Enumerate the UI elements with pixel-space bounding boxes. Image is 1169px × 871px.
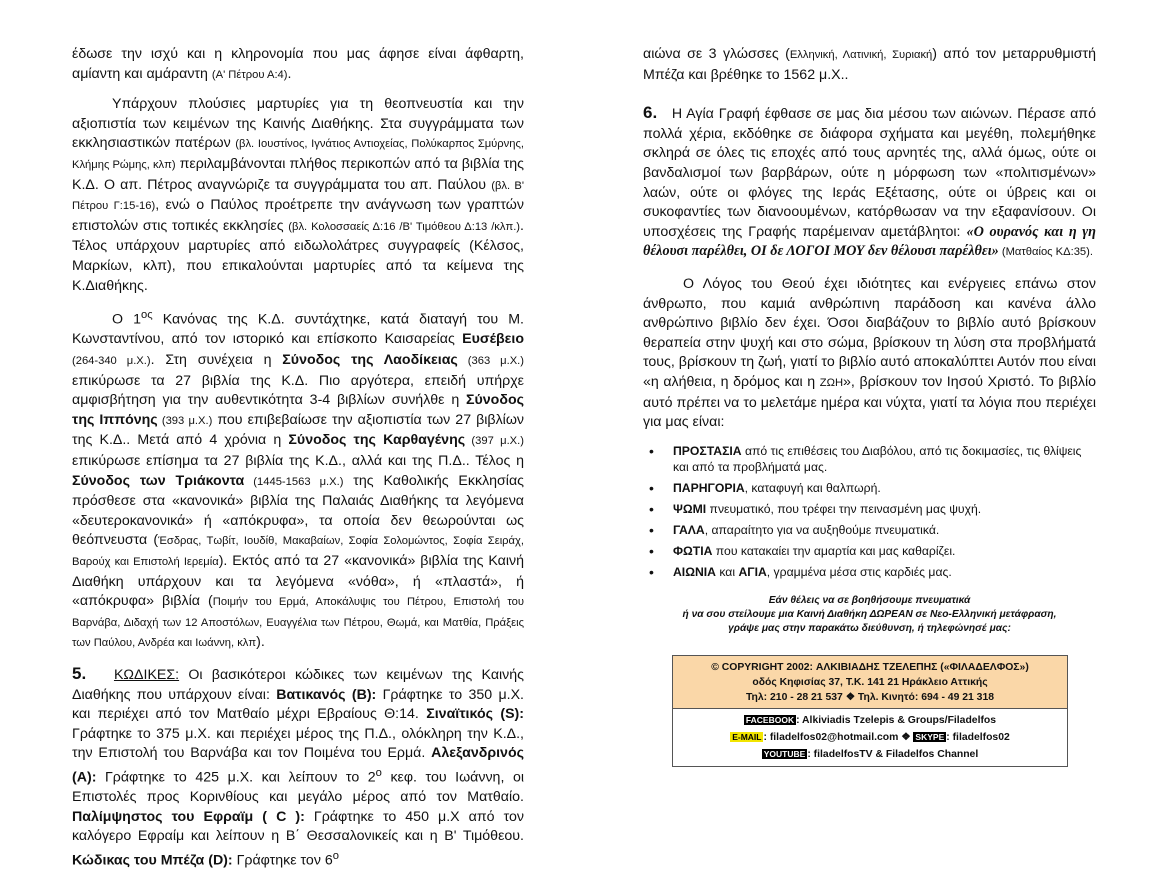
list-item: • ΓΑΛΑ, απαραίτητο για να αυξηθούμε πνευματικά. xyxy=(643,522,1096,538)
list-item: • ΨΩΜΙ πνευματικό, που τρέφει την πεινασμένη μας ψυχή. xyxy=(643,501,1096,517)
youtube-line[interactable]: YOUTUBE : filadelfosTV & Filadelfos Channel xyxy=(763,749,979,760)
properties-list xyxy=(643,443,1096,580)
facebook-tag: FACEBOOK xyxy=(745,715,795,725)
copyright-header xyxy=(673,656,1067,709)
contact-invitation: Εάν θέλεις να σε βοηθήσουμε πνευματικά ή να σου στείλουμε μια Καινή Διαθήκη ΔΩΡΕΑΝ σε Νεο-Ελληνική μετάφραση, γράψε μας στην παρακάτω διεύθυνση, ή τηλεφώνησέ μας: xyxy=(682,594,1057,634)
copyright-box xyxy=(672,655,1068,767)
paragraph-2: Υπάρχουν πλούσιες μαρτυρίες για τη θεοπνευστία και την αξιοπιστία των κειμένων της Καινής Διαθήκης. Στα συγγράμματα των εκκλησιαστικών πατέρων (βλ. Ιουστίνος, Ιγνάτιος Αντιοχείας, Πολύκαρπος Σμύρνης, Κλήμης Ρώμης, κλπ) περιλαμβάνονται πλήθος περικοπών από τα βιβλία της Κ.Δ. Ο απ. Πέτρος αναγνώριζε τα συγγράμματα του απ. Παύλου (βλ. Β' Πέτρου Γ:15-16), ενώ ο Παύλος προέτρεπε την ανάγνωση των γραπτών επιστολών στις τοπικές εκκλησίες (βλ. Κολοσσαείς Δ:16 /Β' Τιμόθεου Δ:13 /κλπ.). Τέλος υπάρχουν μαρτυρίες από ειδωλολάτρες συγγραφείς (Κέλσος, Μαρκίων, κλπ), που επικαλούνται μαρτυρίες από τα κείμενα της Κ.Διαθήκης. xyxy=(72,96,525,294)
section-6: 6. Η Αγία Γραφή έφθασε σε μας δια μέσου των αιώνων. Πέρασε από πολλά χέρια, εκδόθηκε σε διάφορα σχήματα και μεγέθη, πολεμήθηκε σκληρά σε όλες τις εποχές από τους αρνητές της, αλλά όμως, ούτε οι βανδαλισμοί των βαρβάρων, ούτε η μόρφωση των «πολιτισμένων» λαών, ούτε οι φλόγες της Ιεράς Εξέτασης, ούτε οι ύβρεις και οι συκοφαντίες των διανοουμένων, κατόρθωσαν να την εξαφανίσουν. Οι υποσχέσεις της Γραφής παρέμειναν αμετάβλητοι: «Ο ουρανός και η γη θέλουσι παρέλθει, ΟΙ δε ΛΟΓΟΙ ΜΟΥ δεν θέλουσι παρέλθει» (Ματθαίος ΚΔ:35). xyxy=(643,103,1096,260)
copyright-line: © COPYRIGHT 2002: ΑΛΚΙΒΙΑΔΗΣ ΤΖΕΛΕΠΗΣ («ΦΙΛΑΔΕΛΦΟΣ») xyxy=(711,662,1029,673)
list-item: • ΠΡΟΣΤΑΣΙΑ από τις επιθέσεις του Διαβόλου, από τις δοκιμασίες, τις θλίψεις και από τα προβλήματά μας. xyxy=(643,443,1096,475)
section-number: 6. xyxy=(643,103,658,123)
list-item: • ΑΙΩΝΙΑ και ΑΓΙΑ, γραμμένα μέσα στις καρδιές μας. xyxy=(643,564,1096,580)
email-skype-line[interactable]: E-MAIL : filadelfos02@hotmail.com ❖ SKYPE : filadelfos02 xyxy=(732,732,1010,743)
skype-tag: SKYPE xyxy=(915,732,945,742)
facebook-line[interactable]: FACEBOOK : Alkiviadis Tzelepis & Groups/Filadelfos xyxy=(745,715,997,726)
continued-paragraph: αιώνα σε 3 γλώσσες (Ελληνική, Λατινική, Συριακή) από τον μεταρρυθμιστή Μπέζα και βρέθηκε το 1562 μ.Χ.. xyxy=(643,46,1096,83)
section-number: 5. xyxy=(72,663,87,683)
paragraph-1: έδωσε την ισχύ και η κληρονομία που μας άφησε είναι άφθαρτη, αμίαντη και αμάραντη (Α' Πέτρου Α:4). xyxy=(72,46,524,82)
address-line: οδός Κηφισίας 37, Τ.Κ. 141 21 Ηράκλειο Αττικής xyxy=(752,677,988,688)
right-column xyxy=(643,45,1096,636)
social-links xyxy=(673,709,1067,766)
phone-line: Τηλ: 210 - 28 21 537 ❖ Τηλ. Κινητό: 694 - 49 21 318 xyxy=(745,692,995,703)
paragraph-3: Ο $1^{o\varsigma}$ Κανόνας της Κ.Δ. συντάχτηκε, κατά διαταγή του Μ. Κωνσταντίνου, από τον ιστορικό και επίσκοπο Καισαρείας Ευσέβειο (264-340 μ.Χ.). Στη συνέχεια η Σύνοδος της Λαοδίκειας (363 μ.Χ.) επικύρωσε τα 27 βιβλία της Κ.Δ. Πιο αργότερα, επειδή υπήρχε αμφισβήτηση για την αυθεντικότητα 3-4 βιβλίων συνήλθε η Σύνοδος της Ιππόνης (393 μ.Χ.) που επιβεβαίωσε την αξιοπιστία των 27 βιβλίων της Κ.Δ.. Μετά από 4 χρόνια η Σύνοδος της Καρθαγένης (397 μ.Χ.) επικύρωσε επίσημα τα 27 βιβλία της Κ.Δ., αλλά και της Π.Δ.. Τέλος η Σύνοδος των Τριάκοντα (1445-1563 μ.Χ.) της Καθολικής Εκκλησίας πρόσθεσε στα «κανονικά» βιβλία της Παλαιάς Διαθήκης τα λεγόμενα «δευτεροκανονικά» ή «απόκρυφα», τα οποία δεν θεωρούνται ως θεόπνευστα (Έσδρας, Τωβίτ, Ιουδίθ, Μακαβαίων, Σοφία Σολομώντος, Σοφία Σειράχ, Βαρούχ και Επιστολή Ιερεμία). Εκτός από τα 27 «κανονικά» βιβλία της Καινή Διαθήκη υπάρχουν και τα λεγόμενα «νόθα», ή «πλαστά», ή «απόκρυφα» βιβλία (Ποιμήν του Ερμά, Αποκάλυψις του Πέτρου, Επιστολή του Βαρνάβα, Διδαχή των 12 Αποστόλων, Ευαγγέλια των Πέτρου, Θωμά, και Ματθία, Πράξεις των Παύλου, Ανδρέα και Ιωάννη, κλπ). xyxy=(72,309,524,651)
scripture-quote: «Ο ουρανός και η γη θέλουσι παρέλθει, ΟΙ δε ΛΟΓΟΙ ΜΟΥ δεν θέλουσι παρέλθει» xyxy=(643,223,1096,260)
email-tag: E-MAIL xyxy=(732,732,762,742)
left-column xyxy=(72,45,524,871)
list-item: • ΠΑΡΗΓΟΡΙΑ, καταφυγή και θαλπωρή. xyxy=(643,480,1096,496)
list-item: • ΦΩΤΙΑ που κατακαίει την αμαρτία και μας καθαρίζει. xyxy=(643,543,1096,559)
section-title: ΚΩΔΙΚΕΣ: xyxy=(113,666,180,683)
section-5-codices: 5. ΚΩΔΙΚΕΣ: Οι βασικότεροι κώδικες των κειμένων της Καινής Διαθήκης που υπάρχουν είναι: Βατικανός (B): Γράφτηκε το 350 μ.Χ. και περιέχει από τον Ματθαίο μέχρι Εβραίους Θ:14. Σιναϊτικός (S): Γράφτηκε το 375 μ.Χ. και περιέχει μέρος της Π.Δ., ολόκληρη την Κ.Δ., την Επιστολή του Βαρνάβα και τον Ποιμένα του Ερμά. Αλεξανδρινός (A): Γράφτηκε το 425 μ.Χ. και λείπουν το $2^o$ κεφ. του Ιωάννη, οι Επιστολές προς Κορινθίους και μεγάλο μέρος από τον Ματθαίο. Παλίμψηστος του Εφραϊμ ( C ): Γράφτηκε το 450 μ.Χ από τον καλόγερο Εφραίμ και λείπουν η Β΄ Θεσσαλονικείς και η Β' Τιμόθεου. Κώδικας του Μπέζα (D): Γράφτηκε τον $6^o$ xyxy=(72,663,524,869)
youtube-tag: YOUTUBE xyxy=(763,749,806,759)
paragraph-logos: Ο Λόγος του Θεού έχει ιδιότητες και ενέργειες επάνω στον άνθρωπο, που καμιά ανθρώπινη παράδοση και κανένα άλλο ανθρώπινο βιβλίο δεν έχει. Όσοι διαβάζουν το βιβλίο αυτό βρίσκουν θεραπεία στην ψυχή και στο σώμα, βρίσκουν τη λύση στα προβλήματά τους, βρίσκουν τη ζωή, γιατί το βιβλίο αυτό αποκαλύπτει Αυτόν που είναι «η αλήθεια, η δρόμος και η ΖΩΗ», βρίσκουν τον Ιησού Χριστό. Το βιβλίο αυτό πρέπει να το μελετάμε ημέρα και νύχτα, γιατί τα λόγια που περιέχει για μας είναι: xyxy=(643,275,1096,431)
